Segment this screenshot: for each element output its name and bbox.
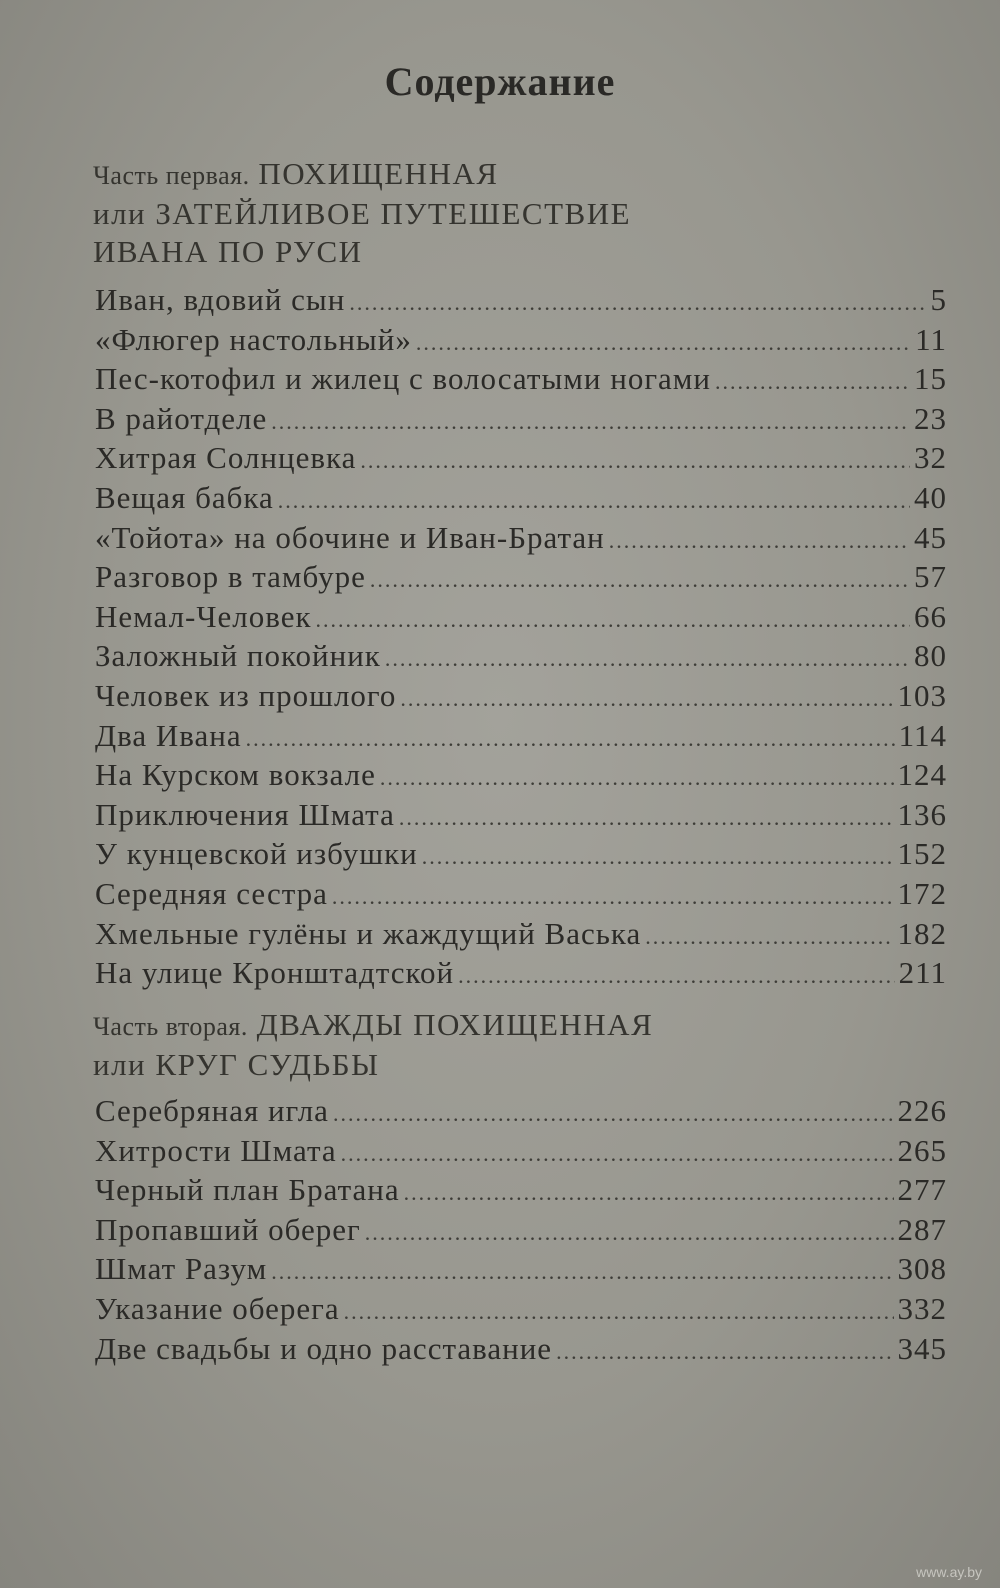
toc-entry xyxy=(95,1251,947,1291)
chapter-title: Указание оберега xyxy=(95,1290,340,1326)
dot-leader xyxy=(278,488,910,514)
part-one-heading xyxy=(93,155,953,271)
dot-leader xyxy=(609,528,910,554)
watermark: www.ay.by xyxy=(916,1564,982,1580)
toc-entry xyxy=(95,282,947,322)
page-title: Содержание xyxy=(384,59,616,104)
toc-entry xyxy=(95,1291,947,1331)
chapter-title: «Флюгер настольный» xyxy=(95,321,412,357)
chapter-title: Вещая бабка xyxy=(95,479,274,515)
page-number: 211 xyxy=(898,955,947,991)
toc-part-one xyxy=(95,282,947,995)
chapter-title: Две свадьбы и одно расставание xyxy=(95,1330,553,1366)
dot-leader xyxy=(645,924,893,950)
part-two-lead: Часть вторая. xyxy=(93,1012,248,1041)
toc-entry xyxy=(95,401,947,441)
dot-leader xyxy=(333,1101,894,1127)
dot-leader xyxy=(556,1339,893,1365)
page-number: 45 xyxy=(914,519,947,555)
dot-leader xyxy=(404,1180,894,1206)
toc-entry xyxy=(95,1212,947,1252)
chapter-title: Серебряная игла xyxy=(95,1093,329,1128)
page-number: 287 xyxy=(897,1211,947,1247)
dot-leader xyxy=(271,1259,893,1285)
chapter-title: В райотделе xyxy=(95,400,268,436)
chapter-title: Пропавший оберег xyxy=(95,1211,361,1247)
toc-entry xyxy=(95,1172,947,1212)
page-number: 103 xyxy=(897,677,947,713)
dot-leader xyxy=(715,369,910,395)
chapter-title: На улице Кронштадтской xyxy=(95,955,455,991)
chapter-title: Немал-Человек xyxy=(95,598,312,634)
part-two-title-line-1: ДВАЖДЫ ПОХИЩЕННАЯ xyxy=(256,1007,654,1042)
page-number: 136 xyxy=(897,796,947,832)
page-number: 152 xyxy=(897,836,947,872)
dot-leader xyxy=(344,1299,894,1325)
toc-entry xyxy=(95,1133,947,1173)
toc-entry xyxy=(95,836,947,876)
dot-leader xyxy=(458,963,895,989)
chapter-title: Шмат Разум xyxy=(95,1251,268,1287)
dot-leader xyxy=(380,765,894,791)
chapter-title: Два Ивана xyxy=(95,717,242,753)
toc-entry xyxy=(95,1331,947,1371)
toc-entry xyxy=(95,955,947,995)
toc-entry xyxy=(95,757,947,797)
chapter-title: Человек из прошлого xyxy=(95,677,397,713)
chapter-title: Хмельные гулёны и жаждущий Васька xyxy=(95,915,642,951)
chapter-title: Пес-котофил и жилец с волосатыми ногами xyxy=(95,361,711,397)
part-one-title-line-3: ИВАНА ПО РУСИ xyxy=(93,234,363,269)
toc-entry xyxy=(95,678,947,718)
chapter-title: Середняя сестра xyxy=(95,875,328,911)
toc-entry xyxy=(95,638,947,678)
dot-leader xyxy=(422,844,894,870)
dot-leader xyxy=(349,290,926,316)
page-number: 114 xyxy=(898,717,947,753)
toc-entry xyxy=(95,322,947,362)
dot-leader xyxy=(271,409,910,435)
page-number: 32 xyxy=(914,440,947,476)
part-two-heading xyxy=(93,1006,953,1084)
chapter-title: «Тойота» на обочине и Иван-Братан xyxy=(95,519,605,555)
chapter-title: Приключения Шмата xyxy=(95,796,395,832)
toc-entry xyxy=(95,559,947,599)
page-number: 332 xyxy=(897,1290,947,1326)
toc-entry xyxy=(95,916,947,956)
dot-leader xyxy=(365,1220,894,1246)
chapter-title: На Курском вокзале xyxy=(95,757,376,793)
page-number: 40 xyxy=(914,479,947,515)
chapter-title: Заложный покойник xyxy=(95,638,381,674)
dot-leader xyxy=(341,1141,894,1167)
toc-entry xyxy=(95,520,947,560)
part-one-lead: Часть первая. xyxy=(93,161,250,190)
chapter-title: Хитрая Солнцевка xyxy=(95,440,357,476)
page-number: 124 xyxy=(897,757,947,793)
chapter-title: У кунцевской избушки xyxy=(95,836,418,872)
chapter-title: Иван, вдовий сын xyxy=(95,282,346,317)
page-number: 57 xyxy=(914,559,947,595)
page-number: 15 xyxy=(914,361,947,397)
page-number: 226 xyxy=(897,1093,947,1128)
dot-leader xyxy=(416,330,911,356)
toc-entry xyxy=(95,361,947,401)
dot-leader xyxy=(400,686,893,712)
chapter-title: Черный план Братана xyxy=(95,1172,400,1208)
toc-entry xyxy=(95,440,947,480)
dot-leader xyxy=(360,448,910,474)
dot-leader xyxy=(246,726,895,752)
toc-part-two xyxy=(95,1093,947,1370)
toc-entry xyxy=(95,480,947,520)
page-number: 5 xyxy=(930,282,947,317)
page-number: 265 xyxy=(897,1132,947,1168)
toc-entry xyxy=(95,876,947,916)
chapter-title: Разговор в тамбуре xyxy=(95,559,366,595)
chapter-title: Хитрости Шмата xyxy=(95,1132,337,1168)
dot-leader xyxy=(332,884,894,910)
page-number: 277 xyxy=(897,1172,947,1208)
dot-leader xyxy=(385,646,910,672)
part-one-title-line-1: ПОХИЩЕННАЯ xyxy=(258,156,499,191)
page-number: 172 xyxy=(897,875,947,911)
dot-leader xyxy=(370,567,910,593)
page-number: 80 xyxy=(914,638,947,674)
dot-leader xyxy=(399,805,894,831)
toc-entry xyxy=(95,718,947,758)
toc-entry xyxy=(95,1093,947,1133)
part-one-title-line-2: или ЗАТЕЙЛИВОЕ ПУТЕШЕСТВИЕ xyxy=(93,196,632,231)
toc-entry xyxy=(95,797,947,837)
dot-leader xyxy=(316,607,910,633)
toc-entry xyxy=(95,599,947,639)
page-number: 11 xyxy=(915,321,947,357)
page-number: 23 xyxy=(914,400,947,436)
page-number: 66 xyxy=(914,598,947,634)
page-number: 308 xyxy=(897,1251,947,1287)
page-number: 345 xyxy=(897,1330,947,1366)
page-number: 182 xyxy=(897,915,947,951)
part-two-title-line-2: или КРУГ СУДЬБЫ xyxy=(93,1047,380,1082)
